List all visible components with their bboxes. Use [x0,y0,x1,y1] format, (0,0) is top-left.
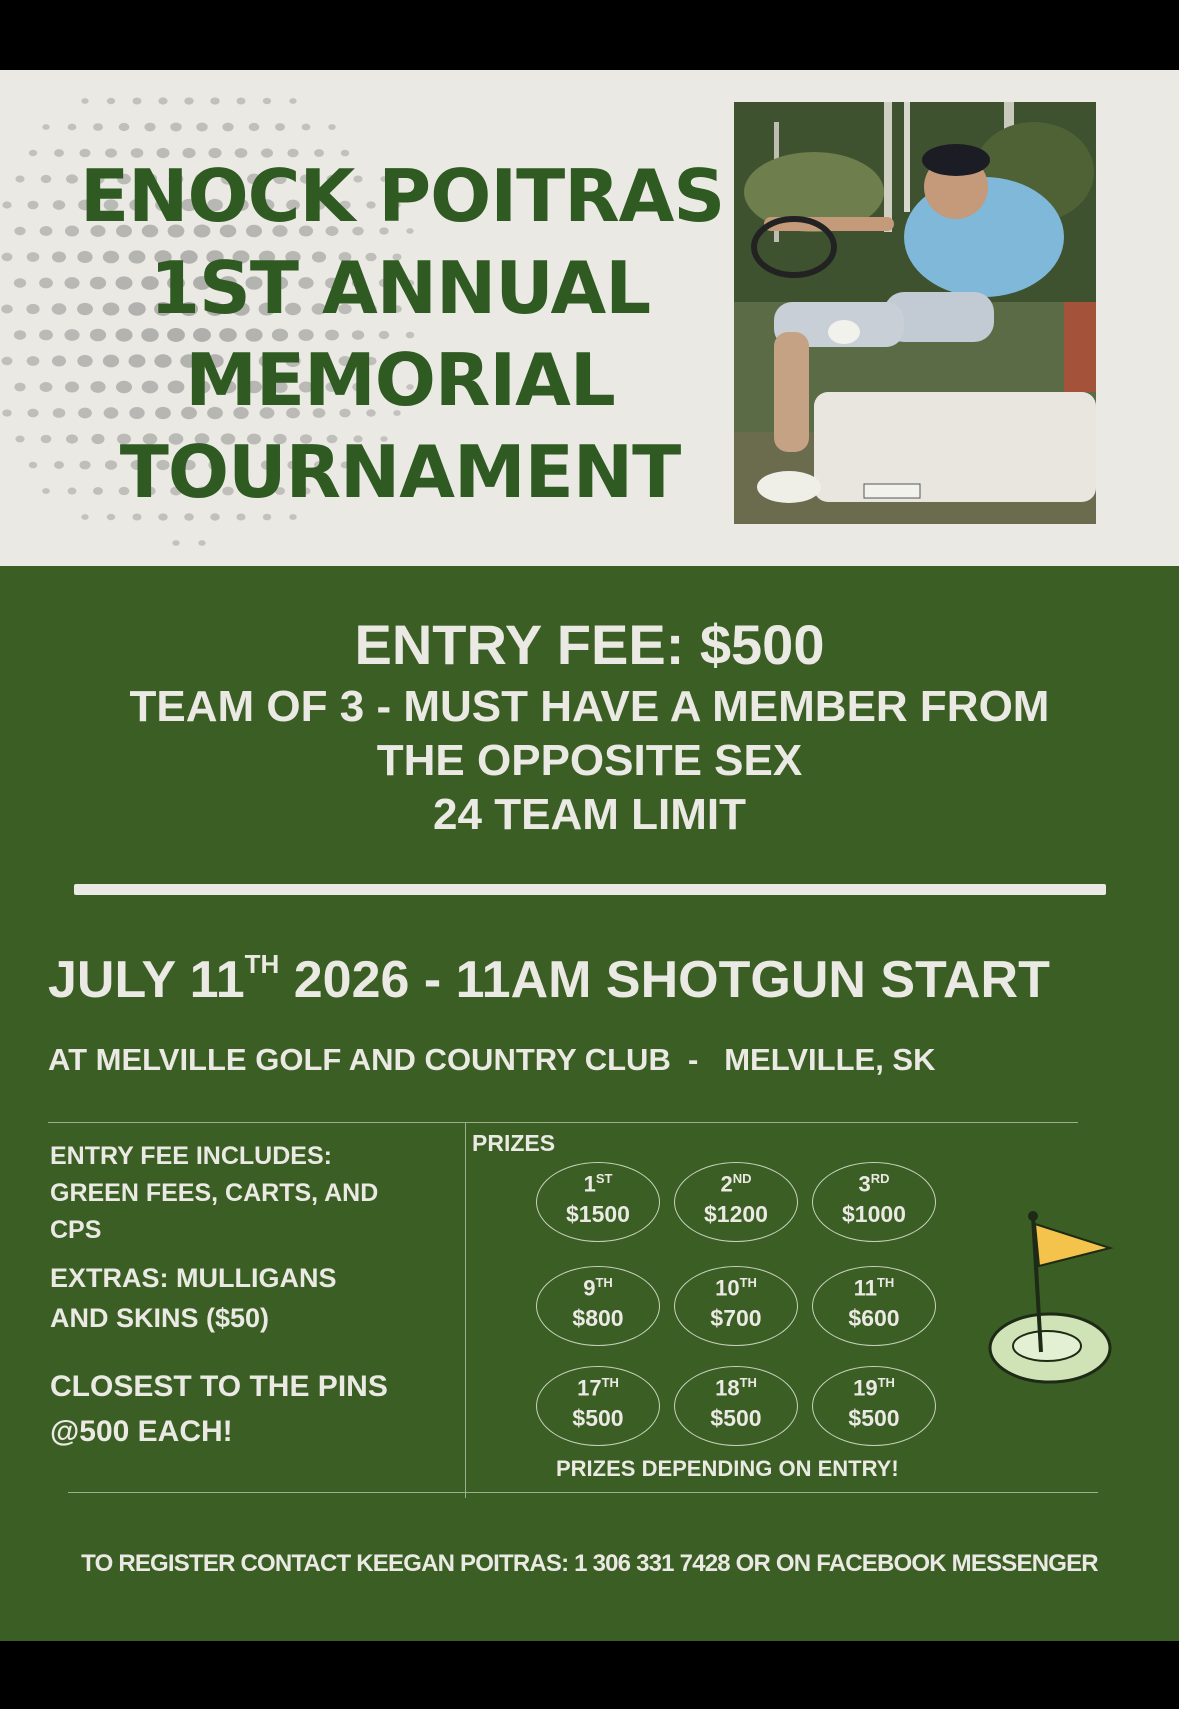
title-line-1: ENOCK POITRAS [80,154,725,238]
pins-line-1: CLOSEST TO THE PINS [50,1370,388,1403]
table-bottom-rule [68,1492,1098,1493]
prize-18th [674,1366,798,1446]
prize-place-suffix: TH [876,1275,895,1290]
date-suffix: TH [244,948,280,979]
photo-illustration [734,102,1096,524]
team-rule-line-2: THE OPPOSITE SEX [376,736,803,785]
prize-amount: $500 [572,1405,624,1431]
extras-info [50,1258,337,1338]
prize-amount: $700 [710,1305,762,1331]
prize-place [813,1375,935,1405]
includes-line-2: GREEN FEES, CARTS, AND [50,1179,379,1207]
prize-1st [536,1162,660,1242]
prize-place [675,1171,797,1201]
golf-flag-icon [975,1206,1135,1406]
prize-place [675,1275,797,1305]
prize-place-suffix: TH [739,1275,757,1290]
pins-line-2: @500 EACH! [50,1415,233,1448]
prizes-label: PRIZES [472,1130,556,1156]
date-day: JULY 11 [48,951,245,1009]
entry-includes [50,1138,378,1249]
prize-2nd [674,1162,798,1242]
prize-place-suffix: TH [877,1375,895,1390]
prize-place-number: 19 [853,1375,878,1401]
prize-place-suffix: TH [739,1375,757,1390]
prize-3rd [812,1162,936,1242]
header-band [0,70,1179,566]
memorial-photo [734,102,1096,524]
prize-place-suffix: TH [595,1275,613,1290]
extras-line-1: EXTRAS: MULLIGANS [50,1263,337,1293]
registration-contact: TO REGISTER CONTACT KEEGAN POITRAS: 1 306 331 7428 OR ON FACEBOOK MESSENGER [81,1550,1098,1577]
prize-amount: $500 [848,1405,900,1431]
prize-place-number: 9 [583,1275,596,1301]
prize-9th [536,1266,660,1346]
prize-place-suffix: TH [601,1375,619,1390]
prize-place-suffix: ND [732,1171,752,1186]
closest-pin-info [50,1364,388,1454]
prize-amount: $600 [848,1305,900,1331]
date-time: 2026 - 11AM SHOTGUN START [279,951,1050,1009]
includes-line-1: ENTRY FEE INCLUDES: [50,1142,332,1170]
section-divider [74,884,1106,895]
prize-place-suffix: RD [870,1171,890,1186]
prize-19th [812,1366,936,1446]
title-line-4: TOURNAMENT [119,430,681,514]
prize-place [537,1375,659,1405]
prize-place [537,1275,659,1305]
prize-place-number: 17 [577,1375,602,1401]
prize-amount: $1200 [704,1201,768,1227]
prize-place [813,1171,935,1201]
details-band [0,566,1179,1641]
team-rule-line-1: TEAM OF 3 - MUST HAVE A MEMBER FROM [129,682,1050,731]
prize-amount: $500 [710,1405,762,1431]
event-date [48,950,1050,1010]
event-venue: AT MELVILLE GOLF AND COUNTRY CLUB - MELVILLE, SK [48,1042,936,1077]
includes-line-3: CPS [50,1216,102,1244]
prize-amount: $1000 [842,1201,906,1227]
title-line-3: MEMORIAL [185,338,615,422]
prize-11th [812,1266,936,1346]
prize-17th [536,1366,660,1446]
table-column-rule [465,1122,466,1498]
prize-place-number: 11 [853,1275,877,1301]
prize-place [813,1275,935,1305]
prize-10th [674,1266,798,1346]
title-line-2: 1ST ANNUAL [149,246,651,330]
prize-place-number: 1 [583,1171,596,1197]
entry-fee-heading: ENTRY FEE: $500 [354,613,825,676]
tournament-title [80,150,725,518]
prize-amount: $1500 [566,1201,630,1227]
prize-place [675,1375,797,1405]
prize-amount: $800 [572,1305,624,1331]
prize-place-suffix: ST [595,1171,613,1186]
team-limit: 24 TEAM LIMIT [433,790,746,839]
prize-place-number: 3 [858,1171,871,1197]
table-top-rule [48,1122,1078,1123]
prize-place [537,1171,659,1201]
prize-place-number: 10 [715,1275,740,1301]
extras-line-2: AND SKINS ($50) [50,1303,270,1333]
prize-place-number: 18 [715,1375,740,1401]
prizes-note: PRIZES DEPENDING ON ENTRY! [556,1456,899,1481]
prize-place-number: 2 [720,1171,733,1197]
